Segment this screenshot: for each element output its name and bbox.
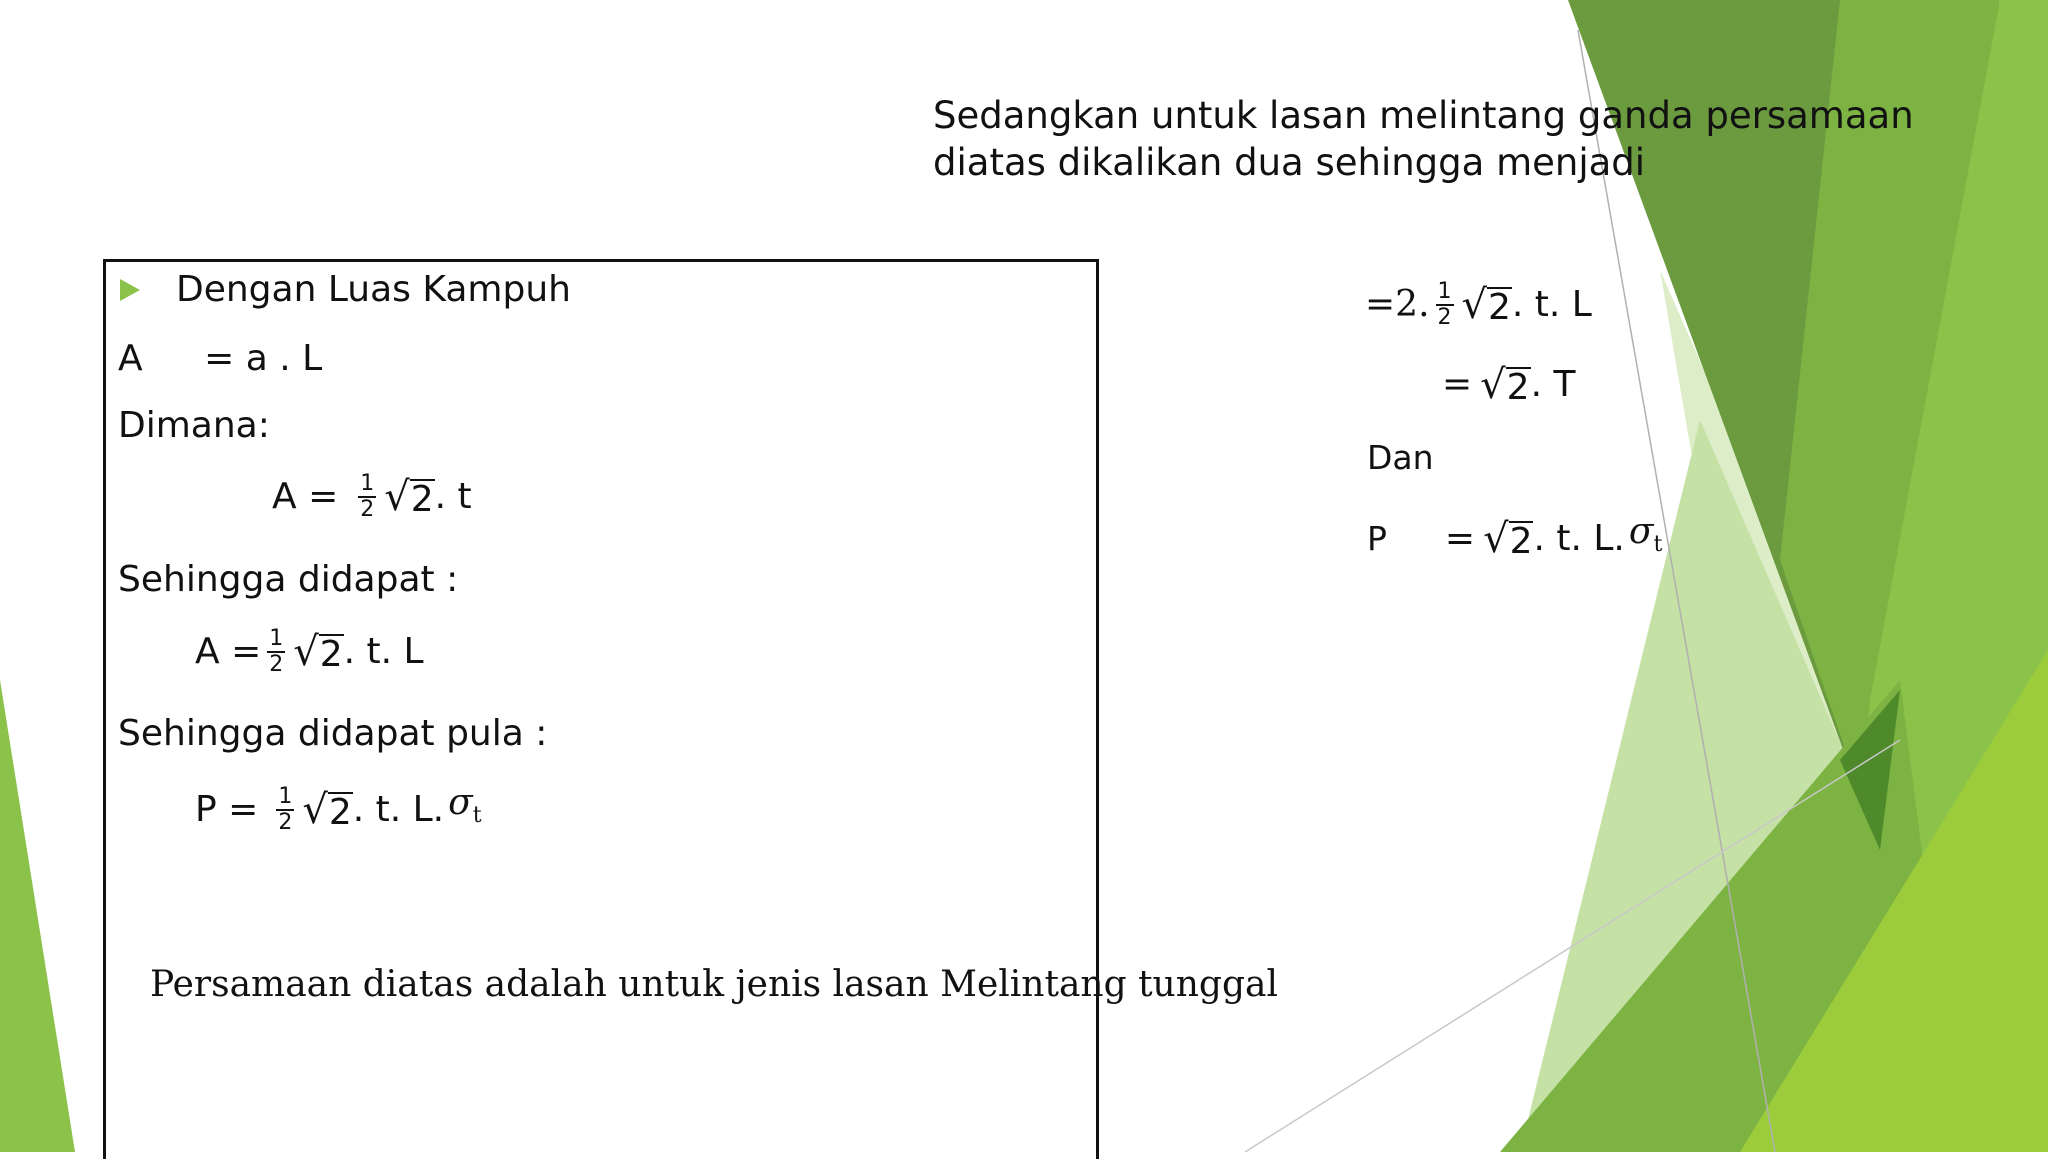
sqrt-argument: 2	[1509, 520, 1533, 562]
half-fraction	[358, 472, 376, 522]
fraction-denominator: 2	[269, 652, 284, 677]
sqrt-two	[1462, 283, 1512, 327]
equation-a-lhs: A =	[272, 476, 339, 517]
fraction-denominator: 2	[360, 497, 375, 522]
bullet-triangle-icon	[120, 279, 140, 301]
sqrt-argument: 2	[319, 634, 343, 675]
sqrt-two	[293, 630, 343, 674]
sqrt-symbol: √	[384, 474, 410, 520]
right-equation-3	[1367, 510, 1662, 567]
area-lhs: A	[118, 338, 143, 379]
intro-line-2: diatas dikalikan dua sehingga menjadi	[933, 141, 1646, 184]
equation-a-tail: . t	[434, 476, 472, 517]
dan-label: Dan	[1367, 438, 1434, 477]
fraction-denominator: 2	[278, 809, 293, 835]
fraction-numerator: 1	[1437, 279, 1452, 304]
right-eq3-lhs: P	[1367, 518, 1387, 558]
sqrt-argument: 2	[1506, 367, 1530, 408]
sqrt-two	[302, 788, 352, 832]
formula-box	[103, 259, 1099, 1159]
right-eq3-tail: . t. L.	[1533, 517, 1625, 559]
right-eq3-prefix: =	[1444, 517, 1476, 559]
sigma-letter: σ	[1628, 511, 1654, 552]
sqrt-argument: 2	[328, 791, 352, 833]
right-eq2-tail: . T	[1530, 364, 1576, 405]
right-eq2-prefix: =	[1442, 364, 1473, 405]
sigma-symbol	[448, 781, 481, 838]
equation-p-lhs: P =	[195, 788, 259, 830]
fraction-denominator: 2	[1437, 305, 1452, 330]
fraction-numerator: 1	[269, 626, 284, 651]
sqrt-symbol: √	[293, 629, 319, 675]
right-eq1-tail: . t. L	[1511, 284, 1592, 325]
intro-text	[933, 92, 1914, 186]
half-fraction	[1436, 280, 1454, 330]
intro-line-1: Sedangkan untuk lasan melintang ganda persamaan	[933, 94, 1914, 137]
sqrt-symbol: √	[1480, 362, 1506, 408]
sehingga-label-1: Sehingga didapat :	[118, 559, 459, 600]
sqrt-two	[1480, 363, 1530, 407]
half-fraction	[276, 785, 294, 835]
sigma-letter: σ	[448, 782, 473, 823]
sehingga-label-2: Sehingga didapat pula :	[118, 713, 548, 754]
sqrt-argument: 2	[410, 479, 434, 520]
fraction-numerator: 1	[278, 783, 293, 809]
equation-a2-tail: . t. L	[343, 631, 424, 672]
sqrt-symbol: √	[1483, 515, 1509, 562]
sqrt-two	[1483, 517, 1533, 561]
sigma-subscript: t	[1653, 532, 1663, 558]
dimana-label: Dimana:	[118, 405, 270, 446]
right-equation-1	[1365, 280, 1592, 330]
bullet-row	[120, 268, 571, 312]
fraction-numerator: 1	[360, 471, 375, 496]
equation-a2-lhs: A =	[195, 631, 262, 672]
equation-p-tail: . t. L.	[352, 788, 445, 830]
half-fraction	[267, 627, 285, 677]
area-rhs: = a . L	[204, 338, 323, 379]
sqrt-symbol: √	[302, 786, 328, 833]
sigma-subscript: t	[472, 803, 482, 829]
sigma-symbol	[1629, 510, 1662, 567]
equation-p	[195, 781, 482, 838]
area-equation	[118, 337, 322, 381]
left-green-wedge	[0, 680, 75, 1152]
note-text: Persamaan diatas adalah untuk jenis lasan Melintang tunggal	[150, 964, 1278, 1005]
bullet-text: Dengan Luas Kampuh	[176, 269, 571, 310]
sqrt-symbol: √	[1461, 282, 1488, 328]
equation-a2	[195, 627, 424, 677]
sqrt-argument: 2	[1488, 287, 1511, 328]
sqrt-two	[384, 475, 434, 519]
right-equation-2	[1442, 363, 1575, 407]
right-eq1-prefix: =2.	[1365, 284, 1430, 325]
equation-a	[272, 472, 472, 522]
